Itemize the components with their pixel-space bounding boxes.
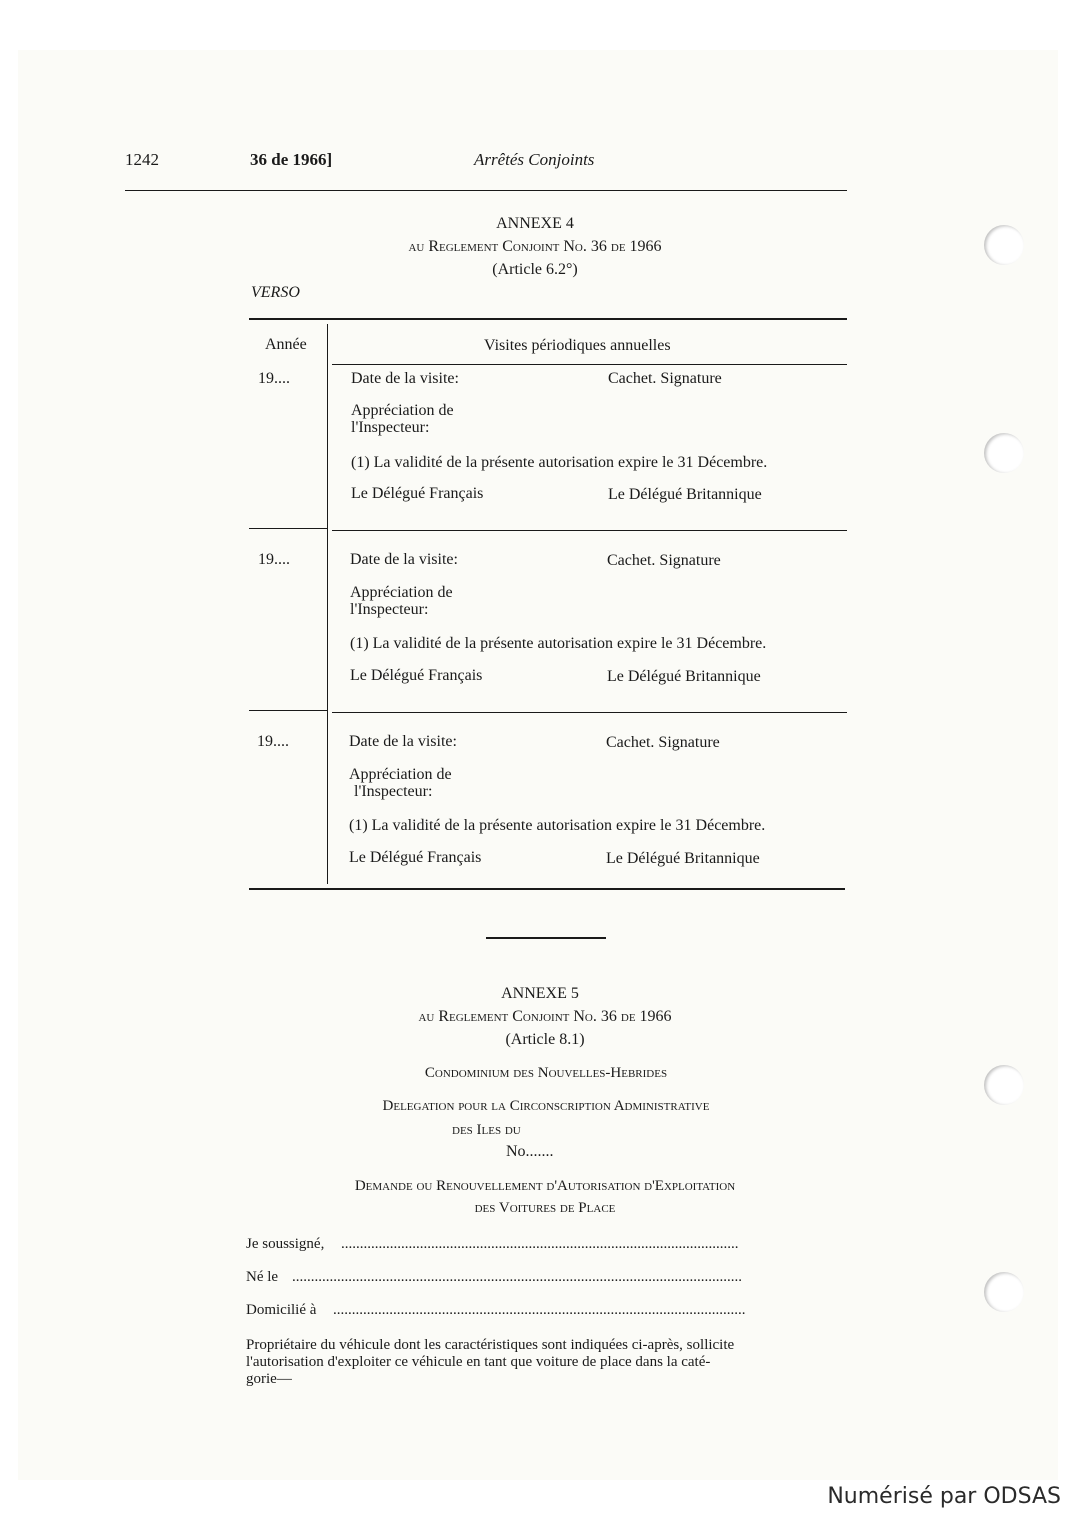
digitization-watermark: Numérisé par ODSAS <box>827 1484 1061 1509</box>
delegue-britannique: Le Délégué Britannique <box>608 486 762 503</box>
visit-date-label: Date de la visite: <box>349 733 457 750</box>
field-ne-leader: ........................................................................................................................ <box>292 1269 742 1285</box>
field-domicilie-label: Domicilié à <box>246 1302 317 1318</box>
column-header-annee: Année <box>265 336 307 353</box>
demande-number: No....... <box>506 1143 554 1160</box>
annexe4-title: ANNEXE 4 <box>496 215 574 232</box>
table-header-rule <box>332 364 847 365</box>
delegation-heading: Delegation pour la Circonscription Administrative <box>382 1098 710 1114</box>
delegation-iles: des Iles du <box>452 1122 521 1138</box>
field-soussigne-label: Je soussigné, <box>246 1236 325 1252</box>
table-top-rule <box>249 318 847 320</box>
field-domicilie-leader: .............................................................................................................. <box>333 1302 746 1318</box>
field-soussigne-leader: .......................................................................................................... <box>341 1236 739 1252</box>
cachet-signature: Cachet. Signature <box>606 734 720 751</box>
appreciation-label: Appréciation de <box>349 766 452 783</box>
visit-date-label: Date de la visite: <box>350 551 458 568</box>
cachet-signature: Cachet. Signature <box>608 370 722 387</box>
table-vertical-rule <box>327 324 328 884</box>
annexe5-article: (Article 8.1) <box>505 1031 585 1048</box>
field-ne-label: Né le <box>246 1269 279 1285</box>
binder-hole <box>984 433 1024 473</box>
binder-hole <box>984 1272 1024 1312</box>
delegue-britannique: Le Délégué Britannique <box>606 850 760 867</box>
validity-note: (1) La validité de la présente autorisation expire le 31 Décembre. <box>349 817 766 834</box>
validity-note: (1) La validité de la présente autorisation expire le 31 Décembre. <box>350 635 767 652</box>
row-divider-right <box>332 530 847 531</box>
section-separator <box>486 937 606 939</box>
header-ref: 36 de 1966] <box>250 150 333 169</box>
row-year: 19.... <box>258 551 290 568</box>
table-bottom-rule <box>249 888 845 890</box>
delegue-francais: Le Délégué Français <box>350 667 483 684</box>
annexe5-subtitle: au Reglement Conjoint No. 36 de 1966 <box>418 1008 672 1025</box>
page-number: 1242 <box>125 150 159 169</box>
inspecteur-label: l'Inspecteur: <box>350 601 429 618</box>
inspecteur-label: l'Inspecteur: <box>351 419 430 436</box>
verso-label: VERSO <box>251 284 300 301</box>
visit-date-label: Date de la visite: <box>351 370 459 387</box>
header-rule <box>125 190 847 191</box>
condominium-heading: Condominium des Nouvelles-Hebrides <box>424 1065 668 1081</box>
annexe4-article: (Article 6.2°) <box>492 261 578 278</box>
paragraph-line: l'autorisation d'exploiter ce véhicule en tant que voiture de place dans la caté- <box>246 1354 711 1370</box>
column-header-visites: Visites périodiques annuelles <box>484 337 671 354</box>
row-divider-right <box>332 712 847 713</box>
cachet-signature: Cachet. Signature <box>607 552 721 569</box>
validity-note: (1) La validité de la présente autorisation expire le 31 Décembre. <box>351 454 768 471</box>
inspecteur-label: l'Inspecteur: <box>354 783 433 800</box>
appreciation-label: Appréciation de <box>351 402 454 419</box>
delegue-britannique: Le Délégué Britannique <box>607 668 761 685</box>
delegue-francais: Le Délégué Français <box>349 849 482 866</box>
row-divider-left <box>249 528 327 529</box>
row-year: 19.... <box>257 733 289 750</box>
demande-heading: Demande ou Renouvellement d'Autorisation d'Exploitation <box>354 1178 736 1194</box>
delegue-francais: Le Délégué Français <box>351 485 484 502</box>
annexe5-title: ANNEXE 5 <box>501 985 579 1002</box>
binder-hole <box>984 1065 1024 1105</box>
row-divider-left <box>249 710 327 711</box>
row-year: 19.... <box>258 370 290 387</box>
paragraph-line: gorie— <box>246 1371 292 1387</box>
header-title: Arrêtés Conjoints <box>474 150 595 169</box>
appreciation-label: Appréciation de <box>350 584 453 601</box>
binder-hole <box>984 225 1024 265</box>
annexe4-subtitle: au Reglement Conjoint No. 36 de 1966 <box>408 238 662 255</box>
demande-heading-2: des Voitures de Place <box>474 1200 616 1216</box>
paragraph-line: Propriétaire du véhicule dont les caractéristiques sont indiquées ci-après, sollicite <box>246 1337 735 1353</box>
